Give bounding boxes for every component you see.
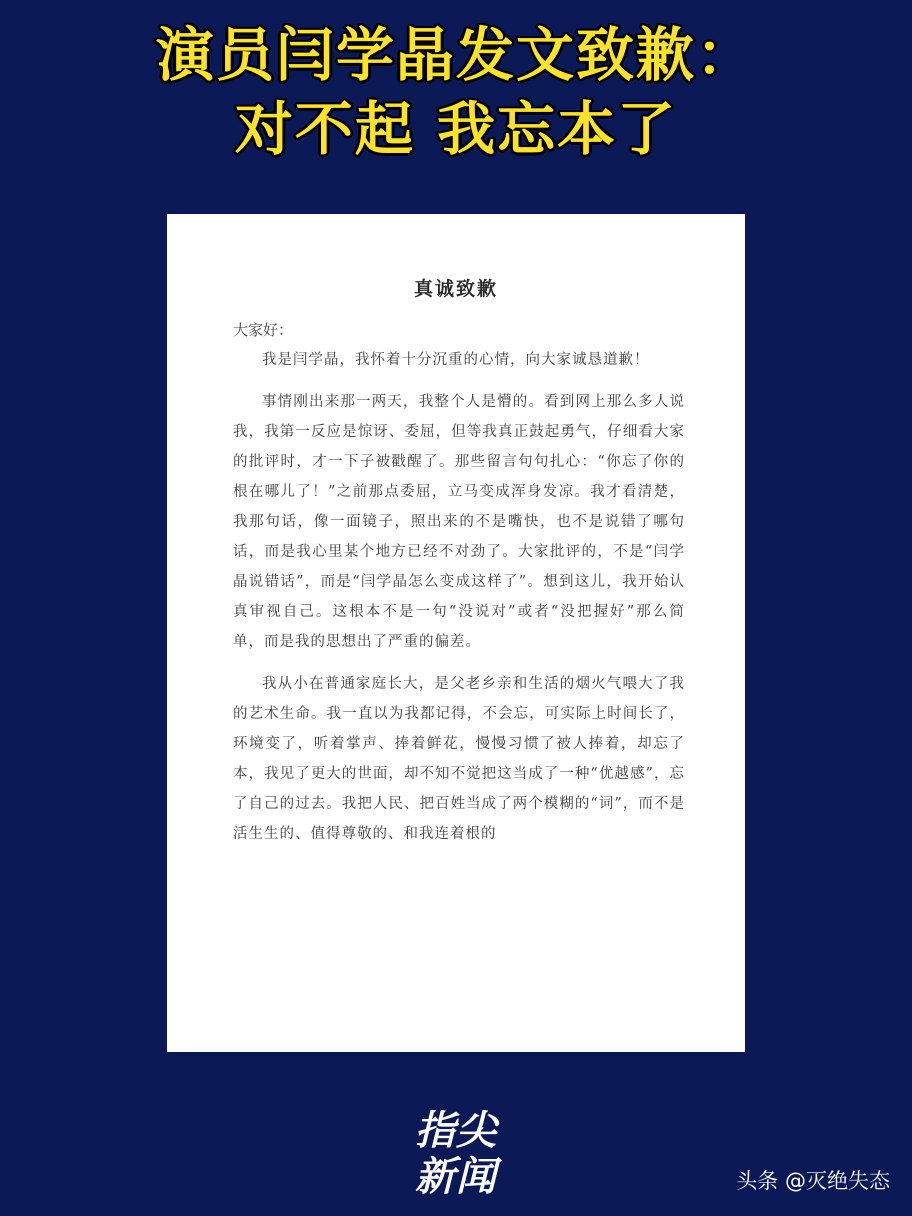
headline-line-1: 演员闫学晶发文致歉： bbox=[155, 21, 756, 89]
letter-paragraph-3: 我从小在普通家庭长大，是父老乡亲和生活的烟火气喂大了我的艺术生命。我一直以为我都记得，不会忘，可实际上时间长了，环境变了，听着掌声、捧着鲜花，慢慢习惯了被人捧着，却忘了本，我见了更大的世面，却不知不觉把这当成了一种“优越感”，忘了自己的过去。我把人民、把百姓当成了两个模糊的“词”，而不是活生生的、值得尊敬的、和我连着根的 bbox=[233, 676, 685, 842]
headline bbox=[0, 18, 912, 166]
headline-line-2: 对不起 我忘本了 bbox=[234, 95, 678, 163]
brand-logo bbox=[380, 1108, 532, 1200]
letter-title: 真诚致歉 bbox=[413, 278, 498, 300]
letter-paragraph-2: 事情刚出来那一两天，我整个人是懵的。看到网上那么多人说我，我第一反应是惊讶、委屈，但等我真正鼓起勇气，仔细看大家的批评时，才一下子被戳醒了。那些留言句句扎心：“你忘了你的根在哪儿了！”之前那点委屈，立马变成浑身发凉。我才看清楚，我那句话，像一面镜子，照出来的不是嘴快，也不是说错了哪句话，而是我心里某个地方已经不对劲了。大家批评的，不是“闫学晶说错话”，而是“闫学晶怎么变成这样了”。想到这儿，我开始认真审视自己。这根本不是一句“没说对”或者“没把握好”那么简单，而是我的思想出了严重的偏差。 bbox=[233, 394, 685, 650]
apology-letter bbox=[167, 214, 745, 1052]
brand-logo-line-2: 新闻 bbox=[415, 1154, 497, 1200]
letter-greeting: 大家好： bbox=[233, 321, 294, 339]
letter-paragraph-1: 我是闫学晶，我怀着十分沉重的心情，向大家诚恳道歉！ bbox=[262, 352, 650, 368]
brand-logo-line-1: 指尖 bbox=[415, 1108, 497, 1154]
source-watermark: 头条 @灭绝失态 bbox=[736, 1169, 890, 1193]
